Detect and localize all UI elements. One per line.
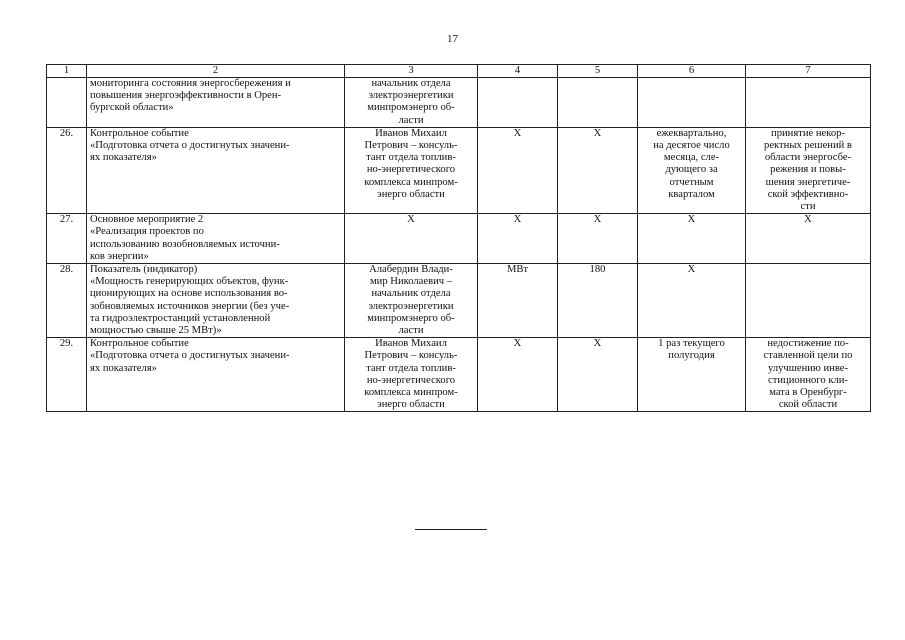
- cell-text-line: начальник отдела: [371, 288, 451, 300]
- value-cell: [558, 264, 638, 338]
- cell-text-line: стиционного кли-: [768, 374, 848, 386]
- responsible-person-cell: [345, 214, 478, 264]
- cell-text-line: месяца, сле-: [663, 152, 720, 164]
- cell-text-line: Х: [593, 338, 602, 350]
- cell-text-line: шения энергетиче-: [765, 176, 851, 188]
- unit-cell: [478, 78, 558, 128]
- row-number-cell: [47, 78, 87, 128]
- cell-text-line: ректных решений в: [764, 140, 852, 152]
- cell-text-line: недостижение по-: [767, 338, 849, 350]
- table-row: [47, 78, 871, 128]
- risk-cell: [746, 214, 871, 264]
- event-description-cell: [87, 338, 345, 412]
- deadline-cell: [638, 264, 746, 338]
- cell-text-line: Петрович – консуль-: [364, 140, 458, 152]
- cell-text-line: ской области: [778, 399, 838, 411]
- cell-text-line: ласти: [398, 325, 424, 337]
- unit-cell: [478, 338, 558, 412]
- deadline-cell: [638, 78, 746, 128]
- cell-text-line: Х: [407, 214, 415, 226]
- cell-text-line: Основное мероприятие 2: [90, 214, 204, 226]
- event-description-cell: [87, 214, 345, 264]
- cell-text-line: Петрович – консуль-: [364, 350, 458, 362]
- risk-cell: [746, 338, 871, 412]
- table-row: [47, 214, 871, 264]
- cell-text-line: «Мощность генерирующих объектов, функ-: [90, 276, 289, 288]
- cell-text-line: Х: [593, 214, 602, 226]
- cell-text-line: мониторинга состояния энергосбережения и: [90, 78, 291, 89]
- responsible-person-cell: [345, 78, 478, 128]
- cell-text-line: мощностью свыше 25 МВт)»: [90, 325, 222, 337]
- cell-text-line: дующего за: [665, 164, 718, 176]
- value-cell: [558, 127, 638, 213]
- cell-text-line: Х: [687, 214, 696, 226]
- table-body: [47, 65, 871, 412]
- row-number-cell: 26.: [47, 127, 87, 213]
- cell-text-line: «Подготовка отчета о достигнутых значени-: [90, 140, 290, 152]
- responsible-person-cell: [345, 264, 478, 338]
- cell-text-line: режения и повы-: [770, 164, 846, 176]
- risk-cell: [746, 127, 871, 213]
- cell-text-line: Контрольное событие: [90, 127, 189, 139]
- cell-text-line: но-энергетического: [366, 374, 456, 386]
- cell-text-line: ской эффективно-: [767, 188, 849, 200]
- cell-text-line: отчетным: [669, 176, 714, 188]
- row-number-cell: 27.: [47, 214, 87, 264]
- column-number-1: 1: [47, 65, 87, 78]
- table-row: [47, 264, 871, 338]
- column-number-3: 3: [345, 65, 478, 78]
- cell-text-line: но-энергетического: [366, 164, 456, 176]
- cell-text-line: области энергосбе-: [764, 152, 852, 164]
- cell-text-line: та гидроэлектростанций установленной: [90, 312, 271, 324]
- cell-text-line: Х: [804, 214, 812, 226]
- risk-cell: [746, 78, 871, 128]
- cell-text-line: 180: [589, 264, 606, 276]
- cell-text-line: МВт: [506, 264, 529, 276]
- cell-text-line: ежеквартально,: [656, 127, 727, 139]
- cell-text-line: на десятое число: [653, 140, 730, 152]
- cell-text-line: бургской области»: [90, 102, 174, 114]
- cell-text-line: комплекса минпром-: [364, 387, 458, 399]
- table-row: [47, 127, 871, 213]
- column-number-6: 6: [638, 65, 746, 78]
- cell-text-line: ставленной цели по: [763, 350, 853, 362]
- cell-text-line: Х: [593, 127, 602, 139]
- value-cell: [558, 78, 638, 128]
- page-number: 17: [447, 33, 458, 45]
- cell-text-line: повышения энергоэффективности в Орен-: [90, 90, 282, 102]
- cell-text-line: ласти: [398, 114, 424, 126]
- cell-text-line: тант отдела топлив-: [366, 362, 456, 374]
- cell-text-line: полугодия: [668, 350, 715, 362]
- cell-text-line: Контрольное событие: [90, 338, 189, 350]
- cell-text-line: Х: [513, 214, 522, 226]
- row-number-cell: 28.: [47, 264, 87, 338]
- cell-text-line: сти: [800, 201, 816, 213]
- deadline-cell: [638, 214, 746, 264]
- cell-text-line: начальник отдела: [371, 78, 451, 89]
- cell-text-line: тант отдела топлив-: [366, 152, 456, 164]
- cell-text-line: электроэнергетики: [368, 300, 454, 312]
- cell-text-line: Иванов Михаил: [375, 338, 447, 350]
- table-row: [47, 338, 871, 412]
- cell-text-line: «Реализация проектов по: [90, 226, 204, 238]
- cell-text-line: улучшению инве-: [767, 362, 848, 374]
- cell-text-line: энерго области: [377, 399, 445, 411]
- cell-text-line: ях показателя»: [90, 152, 157, 164]
- cell-text-line: ях показателя»: [90, 362, 157, 374]
- cell-text-line: минпромэнерго об-: [367, 312, 455, 324]
- cell-text-line: энерго области: [377, 188, 445, 200]
- cell-text-line: Х: [687, 264, 696, 276]
- cell-text-line: мир Николаевич –: [369, 276, 453, 288]
- column-number-5: 5: [558, 65, 638, 78]
- cell-text-line: комплекса минпром-: [364, 176, 458, 188]
- column-number-4: 4: [478, 65, 558, 78]
- cell-text-line: зобновляемых источников энергии (без уче-: [90, 300, 290, 312]
- cell-text-line: использованию возобновляемых источни-: [90, 238, 280, 250]
- cell-text-line: 1 раз текущего: [658, 338, 725, 350]
- responsible-person-cell: [345, 338, 478, 412]
- cell-text-line: Х: [513, 127, 522, 139]
- event-description-cell: [87, 264, 345, 338]
- header-row: [47, 65, 871, 78]
- cell-text-line: Алабердин Влади-: [369, 264, 453, 276]
- event-description-cell: [87, 127, 345, 213]
- column-number-7: 7: [746, 65, 871, 78]
- plan-table: [46, 64, 871, 412]
- cell-text-line: ционирующих на основе использования во-: [90, 288, 288, 300]
- closing-rule: [415, 529, 487, 530]
- deadline-cell: [638, 127, 746, 213]
- unit-cell: [478, 127, 558, 213]
- risk-cell: [746, 264, 871, 338]
- cell-text-line: Иванов Михаил: [375, 127, 447, 139]
- cell-text-line: Показатель (индикатор): [90, 264, 198, 276]
- cell-text-line: Х: [513, 338, 522, 350]
- value-cell: [558, 338, 638, 412]
- deadline-cell: [638, 338, 746, 412]
- event-description-cell: [87, 78, 345, 128]
- unit-cell: [478, 214, 558, 264]
- cell-text-line: минпромэнерго об-: [367, 102, 455, 114]
- cell-text-line: «Подготовка отчета о достигнутых значени-: [90, 350, 290, 362]
- cell-text-line: ков энергии»: [90, 250, 149, 262]
- value-cell: [558, 214, 638, 264]
- responsible-person-cell: [345, 127, 478, 213]
- cell-text-line: мата в Оренбург-: [769, 387, 847, 399]
- unit-cell: [478, 264, 558, 338]
- cell-text-line: электроэнергетики: [368, 90, 454, 102]
- column-number-2: 2: [87, 65, 345, 78]
- row-number-cell: 29.: [47, 338, 87, 412]
- cell-text-line: кварталом: [668, 188, 715, 200]
- cell-text-line: принятие некор-: [771, 127, 845, 139]
